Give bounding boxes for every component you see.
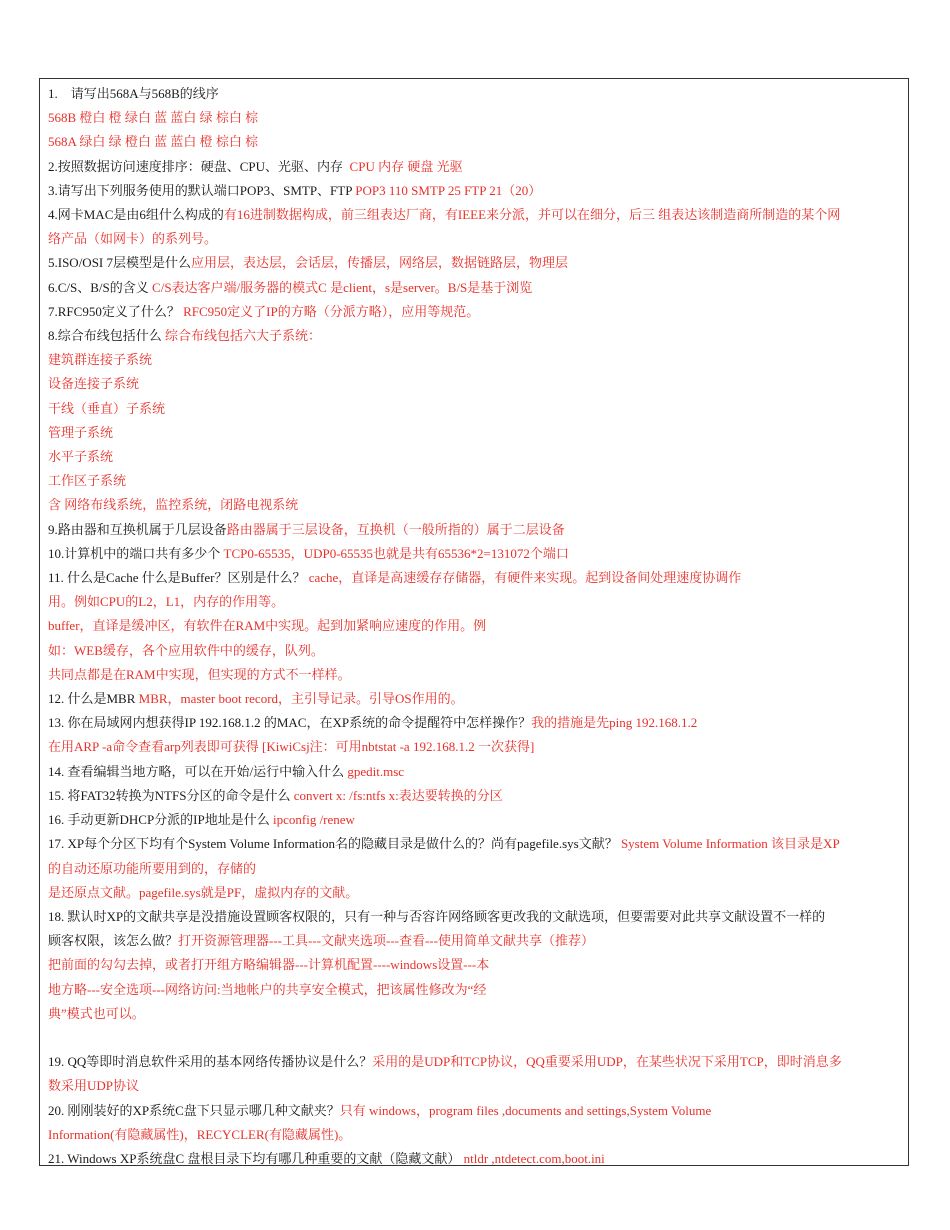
text-line xyxy=(48,82,904,106)
question-text: 2.按照数据访问速度排序：硬盘、CPU、光驱、内存 xyxy=(48,158,350,174)
text-line xyxy=(48,566,904,590)
text-line xyxy=(48,857,904,881)
text-line xyxy=(48,760,904,784)
answer-text: 采用的是UDP和TCP协议，QQ重要采用UDP，在某些状况下采用TCP，即时消息多 xyxy=(372,1054,842,1070)
text-line xyxy=(48,953,904,977)
question-text: 1. 请写出568A与568B的线序 xyxy=(48,86,219,101)
text-line xyxy=(48,106,904,130)
answer-text: gpedit.msc xyxy=(347,763,405,779)
text-line xyxy=(48,300,904,324)
answer-text: ntldr ,ntdetect.com,boot.ini xyxy=(463,1150,605,1166)
question-text: 5.ISO/OSI 7层模型是什么 xyxy=(48,255,192,271)
question-text: 7.RFC950定义了什么？ xyxy=(48,303,184,319)
question-text: 16. 手动更新DHCP分派的IP地址是什么 xyxy=(48,812,273,828)
answer-text: 典”模式也可以。 xyxy=(48,1005,145,1021)
text-line xyxy=(48,227,904,251)
answer-text: 只有 windows，program files ,documents and settings,System Volume xyxy=(339,1102,712,1118)
answer-text: 在用ARP -a命令查看arp列表即可获得 [KiwiCsj注：可用nbtstat -a 192.168.1.2 一次获得] xyxy=(48,739,535,755)
text-line xyxy=(48,130,904,154)
text-line xyxy=(48,469,904,493)
question-text: 6.C/S、B/S的含义 xyxy=(48,279,153,295)
text-line xyxy=(48,832,904,856)
text-line xyxy=(48,179,904,203)
question-text: 3.请写出下列服务使用的默认端口POP3、SMTP、FTP xyxy=(48,182,356,198)
question-text: 17. XP每个分区下均有个System Volume Information名的隐藏目录是做什么的？尚有pagefile.sys文献？ xyxy=(48,836,621,852)
answer-text: 建筑群连接子系统 xyxy=(48,352,153,368)
text-line xyxy=(48,518,904,542)
text-line xyxy=(48,735,904,759)
answer-text: 共同点都是在RAM中实现，但实现的方式不一样样。 xyxy=(48,666,351,682)
text-line xyxy=(48,324,904,348)
answer-text: 如：WEB缓存，各个应用软件中的缓存，队列。 xyxy=(48,642,324,658)
answer-text: MBR，master boot record，主引导记录。引导OS作用的。 xyxy=(138,691,464,707)
answer-text: buffer，直译是缓冲区，有软件在RAM中实现。起到加紧响应速度的作用。例 xyxy=(48,618,487,634)
answer-text: 数采用UDP协议 xyxy=(48,1078,140,1094)
text-line xyxy=(48,663,904,687)
text-line xyxy=(48,372,904,396)
answer-text: 地方略---安全选项---网络访问:当地帐户的共享安全模式，把该属性修改为“经 xyxy=(48,981,487,997)
answer-text: 打开资源管理器---工具---文献夹选项---查看---使用简单文献共享（推荐） xyxy=(178,933,594,949)
question-text: 4.网卡MAC是由6组什么构成的 xyxy=(48,207,224,223)
question-text: 15. 将FAT32转换为NTFS分区的命令是什么 xyxy=(48,787,294,803)
answer-text: Information(有隐藏属性)，RECYCLER(有隐藏属性)。 xyxy=(48,1126,352,1142)
answer-text: convert x: /fs:ntfs x:表达要转换的分区 xyxy=(293,787,503,803)
answer-text: 应用层，表达层，会话层，传播层，网络层，数据链路层，物理层 xyxy=(191,255,569,271)
text-line xyxy=(48,1074,904,1098)
answer-text: cache，直译是高速缓存存储器，有硬件来实现。起到设备间处理速度协调作 xyxy=(308,570,742,586)
text-line xyxy=(48,808,904,832)
answer-text: TCP0-65535，UDP0-65535也就是共有65536*2=131072个端口 xyxy=(223,545,569,561)
question-text: 20. 刚刚装好的XP系统C盘下只显示哪几种文献夹？ xyxy=(48,1102,340,1118)
question-text: 11. 什么是Cache 什么是Buffer？区别是什么？ xyxy=(48,570,309,586)
text-line xyxy=(48,1026,904,1050)
question-text: 13. 你在局域网内想获得IP 192.168.1.2 的MAC，在XP系统的命令提醒符中怎样操作？ xyxy=(48,715,532,731)
answer-text: 我的措施是先ping 192.168.1.2 xyxy=(531,715,698,731)
answer-text: 把前面的勾勾去掉，或者打开组方略编辑器---计算机配置----windows设置---本 xyxy=(48,957,490,973)
text-line xyxy=(48,348,904,372)
text-line xyxy=(48,493,904,517)
text-line xyxy=(48,445,904,469)
text-line xyxy=(48,1099,904,1123)
text-line xyxy=(48,1147,904,1171)
qa-document xyxy=(48,82,904,1171)
question-text: 12. 什么是MBR xyxy=(48,691,139,707)
answer-text: 568A 绿白 绿 橙白 蓝 蓝白 橙 棕白 棕 xyxy=(48,134,259,150)
text-line xyxy=(48,929,904,953)
answer-text: 的自动还原功能所要用到的，存储的 xyxy=(48,860,257,876)
question-text xyxy=(48,1030,51,1045)
answer-text: 含 网络布线系统，监控系统，闭路电视系统 xyxy=(48,497,299,513)
answer-text: 管理子系统 xyxy=(48,424,114,440)
text-line xyxy=(48,1050,904,1074)
question-text: 顾客权限，该怎么做？ xyxy=(48,933,179,949)
answer-text: CPU 内存 硬盘 光驱 xyxy=(349,158,463,174)
answer-text: C/S表达客户端/服务器的模式C 是client，s是server。B/S是基于浏览 xyxy=(152,279,533,295)
question-text: 19. QQ等即时消息软件采用的基本网络传播协议是什么？ xyxy=(48,1054,373,1070)
text-line xyxy=(48,881,904,905)
answer-text: 工作区子系统 xyxy=(48,473,127,489)
text-line xyxy=(48,590,904,614)
answer-text: 用。例如CPU的L2，L1，内存的作用等。 xyxy=(48,594,285,610)
question-text: 18. 默认时XP的文献共享是没措施设置顾客权限的，只有一种与否容许网络顾客更改我的文献选项，但要需要对此共享文献设置不一样的 xyxy=(48,908,826,924)
text-line xyxy=(48,639,904,663)
text-line xyxy=(48,614,904,638)
question-text: 10.计算机中的端口共有多少个 xyxy=(48,545,224,561)
text-line xyxy=(48,251,904,275)
answer-text: RFC950定义了IP的方略（分派方略），应用等规范。 xyxy=(183,303,480,319)
answer-text: 568B 橙白 橙 绿白 蓝 蓝白 绿 棕白 棕 xyxy=(48,110,259,126)
answer-text: 路由器属于三层设备，互换机（一般所指的）属于二层设备 xyxy=(226,521,565,537)
answer-text: 有16进制数据构成，前三组表达厂商，有IEEE来分派，并可以在细分，后三 组表达该制造商所制造的某个网 xyxy=(223,207,841,223)
text-line xyxy=(48,784,904,808)
text-line xyxy=(48,1123,904,1147)
answer-text: 是还原点文献。pagefile.sys就是PF，虚拟内存的文献。 xyxy=(48,884,359,900)
answer-text: 综合布线包括六大子系统： xyxy=(165,328,322,344)
answer-text: 干线（垂直）子系统 xyxy=(48,400,166,416)
text-line xyxy=(48,155,904,179)
text-line xyxy=(48,542,904,566)
text-line xyxy=(48,1002,904,1026)
text-line xyxy=(48,203,904,227)
answer-text: 络产品（如网卡）的系列号。 xyxy=(48,231,218,247)
text-line xyxy=(48,276,904,300)
answer-text: POP3 110 SMTP 25 FTP 21（20） xyxy=(355,182,542,198)
question-text: 8.综合布线包括什么 xyxy=(48,328,166,344)
text-line xyxy=(48,687,904,711)
answer-text: 水平子系统 xyxy=(48,449,114,465)
text-line xyxy=(48,978,904,1002)
answer-text: ipconfig /renew xyxy=(273,812,355,828)
question-text: 21. Windows XP系统盘C 盘根目录下均有哪几种重要的文献（隐藏文献） xyxy=(48,1150,464,1166)
text-line xyxy=(48,421,904,445)
text-line xyxy=(48,397,904,421)
answer-text: System Volume Information 该目录是XP xyxy=(620,836,840,852)
text-line xyxy=(48,711,904,735)
question-text: 9.路由器和互换机属于几层设备 xyxy=(48,521,227,537)
question-text: 14. 查看编辑当地方略，可以在开始/运行中输入什么 xyxy=(48,763,348,779)
text-line xyxy=(48,905,904,929)
answer-text: 设备连接子系统 xyxy=(48,376,140,392)
